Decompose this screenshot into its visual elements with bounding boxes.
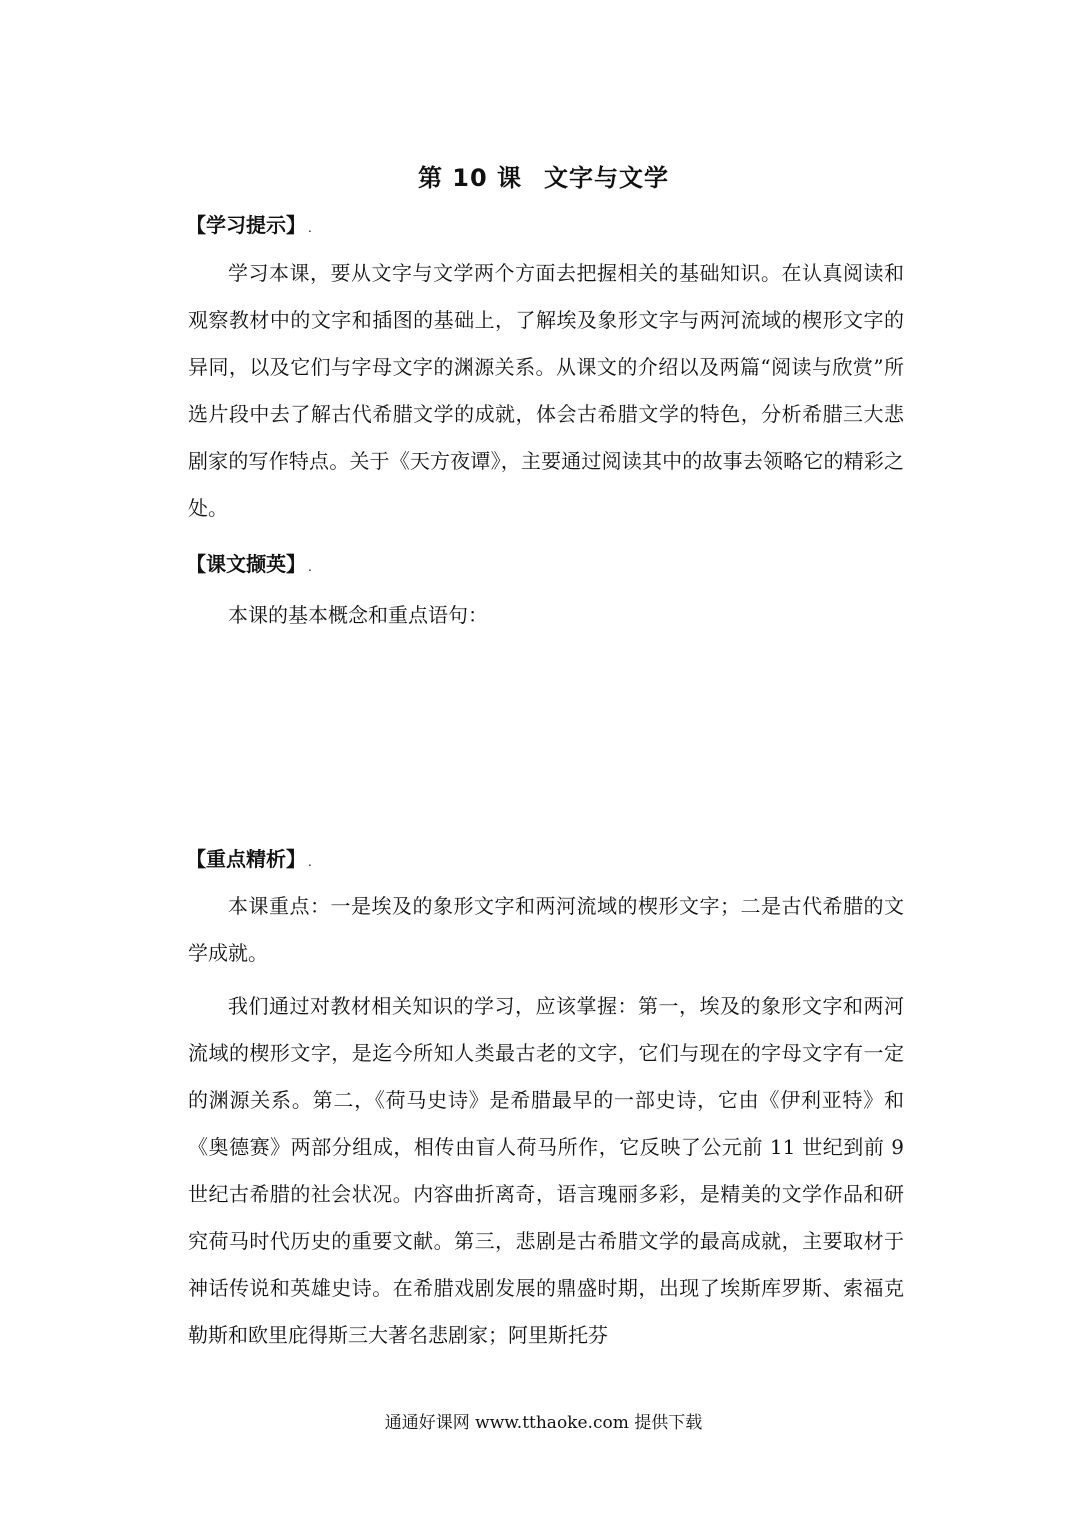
section-heading-marker: .	[308, 855, 312, 869]
section-heading-text: 【重点精析】	[186, 847, 306, 871]
page-footer: 通通好课网 www.tthaoke.com 提供下载	[384, 1413, 703, 1433]
lesson-topic: 文字与文学	[544, 164, 670, 192]
section-heading-marker: .	[308, 221, 312, 235]
tips-paragraph: 学习本课，要从文字与文学两个方面去把握相关的基础知识。在认真阅读和观察教材中的文字和插图的基础上，了解埃及象形文字与两河流域的楔形文字的异同，以及它们与字母文字的渊源关系。从课文的介绍以及两篇“阅读与欣赏”所选片段中去了解古代希腊文学的成就，体会古希腊文学的特色，分析希腊三大悲剧家的写作特点。关于《天方夜谭》，主要通过阅读其中的故事去领略它的精彩之处。	[188, 261, 904, 520]
section-heading-tips	[186, 210, 312, 243]
section-heading-analysis	[186, 844, 312, 877]
page-title	[0, 158, 1087, 193]
analysis-paragraph-1: 本课重点：一是埃及的象形文字和两河流域的楔形文字；二是古代希腊的文学成就。	[188, 894, 904, 965]
section-heading-text: 【课文撷英】	[186, 552, 306, 576]
section-heading-text: 【学习提示】	[186, 213, 306, 237]
section-heading-marker: .	[308, 560, 312, 574]
analysis-paragraph-2: 我们通过对教材相关知识的学习，应该掌握：第一，埃及的象形文字和两河流域的楔形文字，是迄今所知人类最古老的文字，它们与现在的字母文字有一定的渊源关系。第二，《荷马史诗》是希腊最早的一部史诗，它由《伊利亚特》和《奥德赛》两部分组成，相传由盲人荷马所作，它反映了公元前 11 世纪到前 9 世纪古希腊的社会状况。内容曲折离奇，语言瑰丽多彩，是精美的文学作品和研究荷马时代历史的重要文献。第三，悲剧是古希腊文学的最高成就，主要取材于神话传说和英雄史诗。在希腊戏剧发展的鼎盛时期，出现了埃斯库罗斯、索福克勒斯和欧里庇得斯三大著名悲剧家；阿里斯托芬	[188, 994, 904, 1347]
excerpt-paragraph: 本课的基本概念和重点语句：	[228, 603, 488, 627]
lesson-number: 第 10 课	[417, 164, 523, 192]
section-heading-excerpt	[186, 549, 312, 582]
